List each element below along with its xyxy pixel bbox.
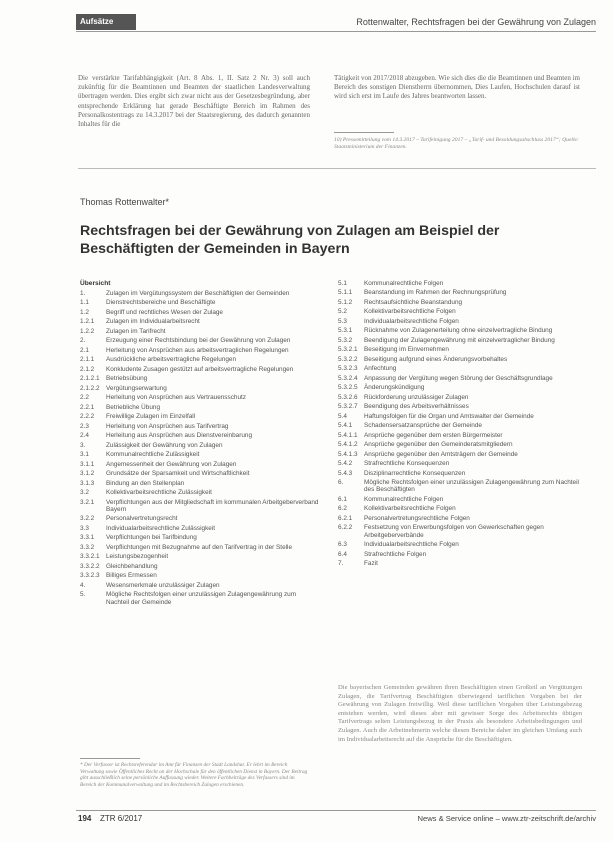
toc-text: Personalvertretungsrecht: [106, 515, 178, 523]
toc-number: 3.3.2.2: [80, 562, 100, 570]
toc-entry: [80, 385, 320, 392]
toc-entry: [338, 337, 582, 344]
toc-entry: [338, 470, 582, 477]
toc-text: Personalvertretungsrechtliche Folgen: [364, 514, 470, 522]
toc-entry: [80, 309, 320, 316]
toc-entry: [80, 525, 320, 532]
toc-number: 2.2.1: [80, 403, 95, 411]
footer-link[interactable]: News & Service online – www.ztr-zeitschrift.de/archiv: [417, 814, 596, 823]
footer-rule: [76, 810, 596, 811]
toc-number: 5.4.1.2: [338, 441, 358, 449]
intro-left-column: Die verstärkte Tarifabhängigkeit (Art. 8 Abs. 1, II. Satz 2 Nr. 3) soll auch zukünftig für die Beamtinnen und Beamten der staatlichen Landesverwaltung übertragen werden. Dies ergibt sich zwar nicht aus der Gesetzesbegründung, aber entsprechende Erklärung hat gerade Beschäftigte Bereich im Rahmen des Personalkostentrags zu 14.3.2017 bei der Staatsregierung, des dadurch genannten Inhaltes für die: [78, 74, 310, 129]
toc-text: Kommunalrechtliche Zulässigkeit: [106, 451, 200, 459]
toc-entry: [338, 441, 582, 448]
toc-text: Zulässigkeit der Gewährung von Zulagen: [106, 441, 223, 449]
toc-number: 2.1.2.1: [80, 375, 100, 383]
toc-entry: [338, 318, 582, 325]
toc-number: 3.1.1: [80, 460, 95, 468]
toc-text: Haftungsfolgen für die Organ und Amtswalter der Gemeinde: [364, 412, 534, 420]
toc-number: 6.3: [338, 541, 347, 549]
toc-text: Rückforderung unzulässiger Zulagen: [364, 393, 469, 401]
toc-entry: [338, 551, 582, 558]
toc-entry: [338, 365, 582, 372]
toc-number: 2.4: [80, 432, 89, 440]
toc-entry: [80, 480, 320, 487]
toc-number: 2.2.2: [80, 413, 95, 421]
toc-number: 5.: [80, 591, 86, 599]
toc-list: [80, 290, 320, 606]
toc-text: Zulagen im Tarifrecht: [106, 327, 166, 335]
toc-text: Vergütungserwartung: [106, 384, 167, 392]
footnote-rule: [80, 758, 140, 759]
toc-text: Änderungskündigung: [364, 384, 425, 392]
toc-text: Individualarbeitsrechtliche Folgen: [364, 317, 459, 325]
toc-text: Mögliche Rechtsfolgen einer unzulässigen Zulagengewährung zum Nachteil der Gemeinde: [106, 591, 297, 606]
toc-text: Festsetzung von Erwerbungsfolgen von Gewerkschaften gegen Arbeitgeberverbände: [364, 524, 544, 539]
page-number: 194: [78, 814, 92, 823]
toc-number: 1.2: [80, 308, 89, 316]
toc-entry: [338, 384, 582, 391]
toc-text: Rechtsaufsichtliche Beanstandung: [364, 298, 463, 306]
toc-text: Betriebliche Übung: [106, 403, 160, 411]
footnote-rule: [334, 132, 394, 133]
toc-number: 5.4.2: [338, 460, 353, 468]
toc-number: 6.: [338, 479, 344, 487]
toc-number: 3.2.1: [80, 498, 95, 506]
section-rule: [78, 168, 596, 169]
toc-text: Kollektivarbeitsrechtliche Zulässigkeit: [106, 489, 212, 497]
toc-text: Zulagen im Vergütungssystem der Beschäftigten der Gemeinden: [106, 290, 290, 297]
toc-entry: [338, 280, 582, 287]
toc-number: 6.4: [338, 550, 347, 558]
toc-entry: [338, 515, 582, 522]
toc-number: 1.1: [80, 299, 89, 307]
toc-text: Konkludente Zusagen gestützt auf arbeitsvertragliche Regelungen: [106, 365, 294, 373]
toc-number: 5.3.2.7: [338, 403, 358, 411]
toc-entry: [338, 299, 582, 306]
toc-text: Angemessenheit der Gewährung von Zulagen: [106, 460, 237, 468]
toc-text: Kommunalrechtliche Folgen: [364, 280, 444, 287]
toc-number: 5.3.2: [338, 336, 353, 344]
toc-entry: [338, 541, 582, 548]
toc-number: 3.3: [80, 524, 89, 532]
article-author: Thomas Rottenwalter*: [80, 197, 170, 207]
toc-number: 5.4.1.3: [338, 450, 358, 458]
toc-text: Zulagen im Individualarbeitsrecht: [106, 318, 200, 326]
toc-text: Mögliche Rechtsfolgen einer unzulässigen Zulagengewährung zum Nachteil des Beschäftigten: [364, 479, 579, 494]
article-title: Rechtsfragen bei der Gewährung von Zulagen am Beispiel der Beschäftigten der Gemeinden in Bayern: [80, 223, 500, 257]
toc-number: 5.1: [338, 280, 347, 287]
toc-entry: [338, 308, 582, 315]
toc-text: Verpflichtungen mit Bezugnahme auf den Tarifvertrag in der Stelle: [106, 543, 293, 551]
toc-entry: [338, 413, 582, 420]
toc-entry: [80, 413, 320, 420]
toc-number: 3.1.3: [80, 479, 95, 487]
toc-entry: [338, 560, 582, 567]
toc-text: Individualarbeitsrechtliche Folgen: [364, 541, 459, 549]
toc-number: 5.3.1: [338, 327, 353, 335]
toc-text: Herleitung von Ansprüchen aus Vertrauensschutz: [106, 394, 246, 402]
body-text: Die bayerischen Gemeinden gewähren ihren Beschäftigten einen Großteil an Vergütungen Zulagen, die Tarifvertrag Beschäftigten überwiegend tariflichen Vorgaben bei der Gewährung von Zulagen freiwillig. Weil diese tariflichen Vorgaben über Leistungsbezug entstehen werden, wird dieses aber mit gewisser Sorge des Arbeitsrechts übtigen Tarifvertrags selten Leistungsbezug in der Praxis als besondere Arbeitsbedingungen und Zulagen. Auch die Arbeitnehmerin welche diesen Bereiche daher im gleichen Umfang auch im Individualarbeitsrecht auf die Ansprüche für die Beschäftigten.: [338, 684, 582, 743]
toc-text: Kommunalrechtliche Folgen: [364, 495, 444, 503]
toc-text: Anpassung der Vergütung wegen Störung der Geschäftsgrundlage: [364, 374, 553, 382]
toc-entry: [338, 403, 582, 410]
toc-entry: [338, 479, 582, 494]
toc-number: 6.2.1: [338, 514, 353, 522]
toc-text: Kollektivarbeitsrechtliche Folgen: [364, 505, 456, 513]
toc-entry: [80, 299, 320, 306]
toc-number: 5.3.2.1: [338, 346, 358, 354]
toc-entry: [80, 394, 320, 401]
intro-right-column: Tätigkeit von 2017/2018 abzugeben. Wie sich dies die die Beamtinnen und Beamten im Bereich des sonstigen Dienstherrn übernommen, Dies Laufen, Hochschulen darauf ist wird sich erst im Laufe des Jahres beantworten lassen.: [334, 74, 580, 101]
toc-entry: [80, 404, 320, 411]
toc-entry: [80, 470, 320, 477]
toc-text: Ansprüche gegenüber dem ersten Bürgermeister: [364, 431, 503, 439]
toc-text: Herleitung von Ansprüchen aus Tarifvertrag: [106, 422, 229, 430]
toc-entry: [338, 356, 582, 363]
toc-text: Herleitung aus Ansprüchen aus Dienstvereinbarung: [106, 432, 253, 440]
toc-entry: [80, 347, 320, 354]
toc-text: Kollektivarbeitsrechtliche Folgen: [364, 308, 456, 316]
toc-number: 1.: [80, 290, 86, 297]
toc-entry: [80, 563, 320, 570]
toc-entry: [338, 451, 582, 458]
toc-text: Dienstrechtsbereiche und Beschäftigte: [106, 299, 216, 307]
toc-entry: [80, 572, 320, 579]
toc-number: 2.1: [80, 346, 89, 354]
toc-entry: [80, 423, 320, 430]
toc-entry: [338, 496, 582, 503]
toc-number: 7.: [338, 560, 344, 568]
toc-number: 2.3: [80, 422, 89, 430]
toc-text: Wesensmerkmale unzulässiger Zulagen: [106, 581, 220, 589]
toc-number: 5.1.2: [338, 298, 353, 306]
toc-list: [338, 280, 582, 567]
toc-number: 5.2: [338, 308, 347, 316]
author-footnote: * Der Verfasser ist Rechtsreferendar im Amt für Finanzen der Stadt Landshut. Er lehrt im Bereich Verwaltung sowie Öffentliches Recht an der Hochschule für den öffentlichen Dienst in Bayern. Der Beitrag gibt ausschließlich seine persönliche Auffassung wieder. Weitere Fachbeiträge des Verfassers sind im Bereich der Kommunalverwaltung und im Rechtsbereich Zulagen erschienen.: [80, 762, 308, 788]
toc-entry: [338, 422, 582, 429]
toc-number: 3.3.2.3: [80, 572, 100, 580]
toc-heading: Übersicht: [80, 280, 111, 287]
toc-entry: [80, 534, 320, 541]
toc-entry: [80, 356, 320, 363]
toc-number: 6.2: [338, 505, 347, 513]
toc-number: 6.2.2: [338, 524, 353, 532]
toc-number: 5.4: [338, 412, 347, 420]
toc-text: Rücknahme von Zulagenerteilung ohne einzelvertragliche Bindung: [364, 327, 553, 335]
toc-text: Billiges Ermessen: [106, 572, 157, 580]
toc-entry: [338, 394, 582, 401]
toc-text: Beseitigung aufgrund eines Änderungsvorbehaltes: [364, 355, 508, 363]
intro-footnote: 10) Pressemitteilung vom 14.3.2017 – Tarifeinigung 2017 – „Tarif- und Besoldungsabschluss 2017“; Quelle: Staatsministerium der Finanzen.: [334, 137, 579, 151]
toc-number: 5.3.2.6: [338, 393, 358, 401]
toc-entry: [80, 461, 320, 468]
toc-number: 5.3.2.2: [338, 355, 358, 363]
toc-entry: [80, 489, 320, 496]
toc-entry: [80, 432, 320, 439]
toc-entry: [80, 582, 320, 589]
toc-number: 5.4.1: [338, 422, 353, 430]
toc-text: Beendigung der Zulagengewährung mit einzelvertraglicher Bindung: [364, 336, 555, 344]
toc-number: 5.3.2.4: [338, 374, 358, 382]
toc-text: Ansprüche gegenüber den Gemeinderatsmitgliedern: [364, 441, 513, 449]
toc-number: 5.1.1: [338, 289, 353, 297]
toc-number: 5.4.3: [338, 469, 353, 477]
toc-text: Grundsätze der Sparsamkeit und Wirtschaftlichkeit: [106, 470, 250, 478]
toc-entry: [80, 366, 320, 373]
toc-right-column: [338, 280, 582, 570]
toc-text: Anfechtung: [364, 365, 397, 373]
toc-entry: [338, 375, 582, 382]
toc-entry: [80, 328, 320, 335]
toc-text: Disziplinarrechtliche Konsequenzen: [364, 469, 466, 477]
toc-text: Erzeugung einer Rechtsbindung bei der Gewährung von Zulagen: [106, 337, 291, 345]
toc-entry: [80, 337, 320, 344]
toc-number: 5.3: [338, 317, 347, 325]
toc-text: Verpflichtungen bei Tarifbindung: [106, 534, 197, 542]
toc-number: 3.1: [80, 451, 89, 459]
toc-text: Betriebsübung: [106, 375, 148, 383]
toc-entry: [80, 318, 320, 325]
toc-text: Gleichbehandlung: [106, 562, 158, 570]
toc-number: 1.2.1: [80, 318, 95, 326]
toc-text: Begriff und rechtliches Wesen der Zulage: [106, 308, 223, 316]
toc-number: 2.1.2: [80, 365, 95, 373]
toc-entry: [338, 327, 582, 334]
toc-entry: [338, 505, 582, 512]
toc-entry: [80, 451, 320, 458]
toc-number: 5.3.2.3: [338, 365, 358, 373]
toc-text: Freiwillige Zulagen im Einzelfall: [106, 413, 196, 421]
toc-number: 3.1.2: [80, 470, 95, 478]
toc-number: 2.1.1: [80, 356, 95, 364]
toc-text: Verpflichtungen aus der Mitgliedschaft im kommunalen Arbeitgeberverband Bayern: [106, 498, 319, 513]
toc-text: Strafrechtliche Konsequenzen: [364, 460, 450, 468]
toc-number: 1.2.2: [80, 327, 95, 335]
toc-number: 3.3.2.1: [80, 553, 100, 561]
running-title: Rottenwalter, Rechtsfragen bei der Gewährung von Zulagen: [356, 17, 596, 27]
toc-text: Fazit: [364, 560, 378, 568]
toc-entry: [338, 289, 582, 296]
toc-number: 5.3.2.5: [338, 384, 358, 392]
toc-left-column: [80, 280, 320, 608]
toc-number: 5.4.1.1: [338, 431, 358, 439]
toc-number: 3.: [80, 441, 86, 449]
section-tag: Aufsätze: [76, 14, 136, 30]
journal-name: ZTR 6/2017: [100, 814, 143, 823]
toc-text: Beseitigung im Einvernehmen: [364, 346, 449, 354]
toc-entry: [80, 591, 320, 606]
toc-entry: [80, 499, 320, 514]
toc-number: 4.: [80, 581, 86, 589]
toc-text: Beendigung des Arbeitsverhältnisses: [364, 403, 469, 411]
toc-number: 6.1: [338, 495, 347, 503]
toc-entry: [338, 524, 582, 539]
toc-text: Ansprüche gegenüber den Amtsträgern der Gemeinde: [364, 450, 518, 458]
toc-text: Schadensersatzansprüche der Gemeinde: [364, 422, 482, 430]
toc-entry: [338, 346, 582, 353]
toc-text: Ausdrückliche arbeitsvertragliche Regelungen: [106, 356, 237, 364]
toc-entry: [338, 460, 582, 467]
toc-text: Beanstandung im Rahmen der Rechnungsprüfung: [364, 289, 507, 297]
toc-text: Leistungsbezogenheit: [106, 553, 169, 561]
toc-text: Bindung an den Stellenplan: [106, 479, 185, 487]
toc-text: Individualarbeitsrechtliche Zulässigkeit: [106, 524, 216, 532]
toc-entry: [80, 515, 320, 522]
toc-number: 2.1.2.2: [80, 384, 100, 392]
toc-entry: [80, 375, 320, 382]
toc-entry: [338, 432, 582, 439]
toc-number: 3.2.2: [80, 515, 95, 523]
toc-entry: [80, 553, 320, 560]
toc-text: Herleitung von Ansprüchen aus arbeitsvertraglichen Regelungen: [106, 346, 289, 354]
toc-entry: [80, 290, 320, 297]
toc-number: 2.: [80, 337, 86, 345]
toc-text: Strafrechtliche Folgen: [364, 550, 427, 558]
toc-number: 2.2: [80, 394, 89, 402]
toc-entry: [80, 544, 320, 551]
toc-number: 3.3.2: [80, 543, 95, 551]
toc-number: 3.3.1: [80, 534, 95, 542]
header-rule: [76, 31, 596, 32]
toc-entry: [80, 442, 320, 449]
toc-number: 3.2: [80, 489, 89, 497]
